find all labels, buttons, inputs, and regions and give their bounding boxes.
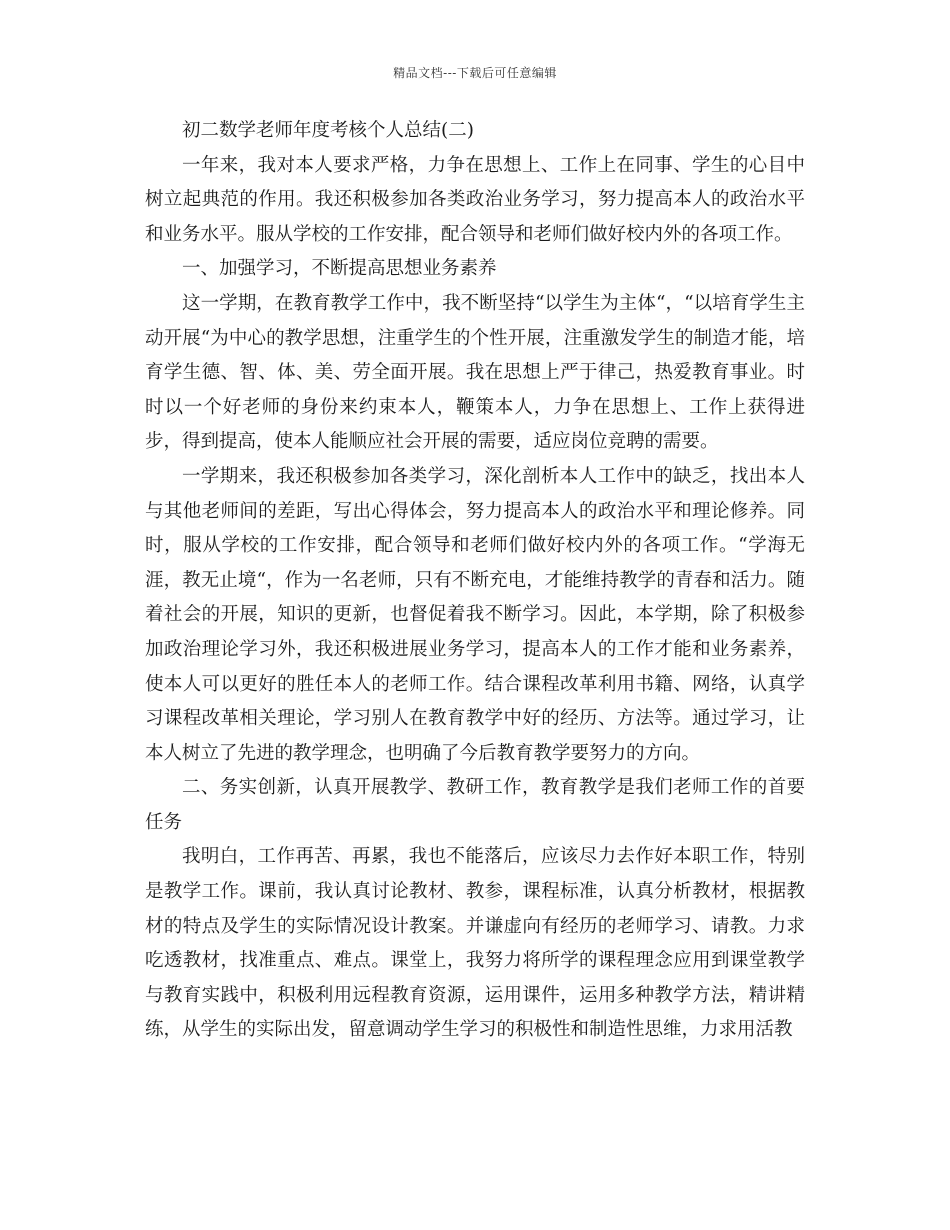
paragraph-1: 这一学期，在教育教学工作中，我不断坚持“以学生为主体“，“以培育学生主动开展“为中心的教学思想，注重学生的个性开展，注重激发学生的制造才能，培育学生德、智、体、美、劳全面开展。我在思想上严于律己，热爱教育事业。时时以一个好老师的身份来约束本人，鞭策本人，力争在思想上、工作上获得进步，得到提高，使本人能顺应社会开展的需要，适应岗位竞聘的需要。: [145, 292, 805, 453]
paragraph-2: 一学期来，我还积极参加各类学习，深化剖析本人工作中的缺乏，找出本人与其他老师间的差距，写出心得体会，努力提高本人的政治水平和理论修养。同时，服从学校的工作安排，配合领导和老师们做好校内外的各项工作。“学海无涯，教无止境“，作为一名老师，只有不断充电，才能维持教学的青春和活力。随着社会的开展，知识的更新，也督促着我不断学习。因此，本学期，除了积极参加政治理论学习外，我还积极进展业务学习，提高本人的工作才能和业务素养，使本人可以更好的胜任本人的老师工作。结合课程改革利用书籍、网络，认真学习课程改革相关理论，学习别人在教育教学中好的经历、方法等。通过学习，让本人树立了先进的教学理念，也明确了今后教育教学要努力的方向。: [145, 465, 805, 764]
section-heading-1: 一、加强学习，不断提高思想业务素养: [182, 258, 497, 280]
document-title: 初二数学老师年度考核个人总结(二): [182, 120, 474, 141]
paragraph-3: 我明白，工作再苦、再累，我也不能落后，应该尽力去作好本职工作，特别是教学工作。课前，我认真讨论教材、教参，课程标准，认真分析教材，根据教材的特点及学生的实际情况设计教案。并谦虚向有经历的老师学习、请教。力求吃透教材，找准重点、难点。课堂上，我努力将所学的课程理念应用到课堂教学与教育实践中，积极利用远程教育资源，运用课件，运用多种教学方法，精讲精练，从学生的实际出发，留意调动学生学习的积极性和制造性思维，力求用活教: [145, 846, 805, 1041]
section-heading-2: 二、务实创新，认真开展教学、教研工作，教育教学是我们老师工作的首要任务: [145, 777, 805, 833]
document-body: [145, 114, 805, 1048]
paragraph-intro: 一年来，我对本人要求严格，力争在思想上、工作上在同事、学生的心目中树立起典范的作用。我还积极参加各类政治业务学习，努力提高本人的政治水平和业务水平。服从学校的工作安排，配合领导和老师们做好校内外的各项工作。: [145, 154, 805, 245]
page-header: 精品文档---下载后可任意编辑: [393, 66, 557, 80]
